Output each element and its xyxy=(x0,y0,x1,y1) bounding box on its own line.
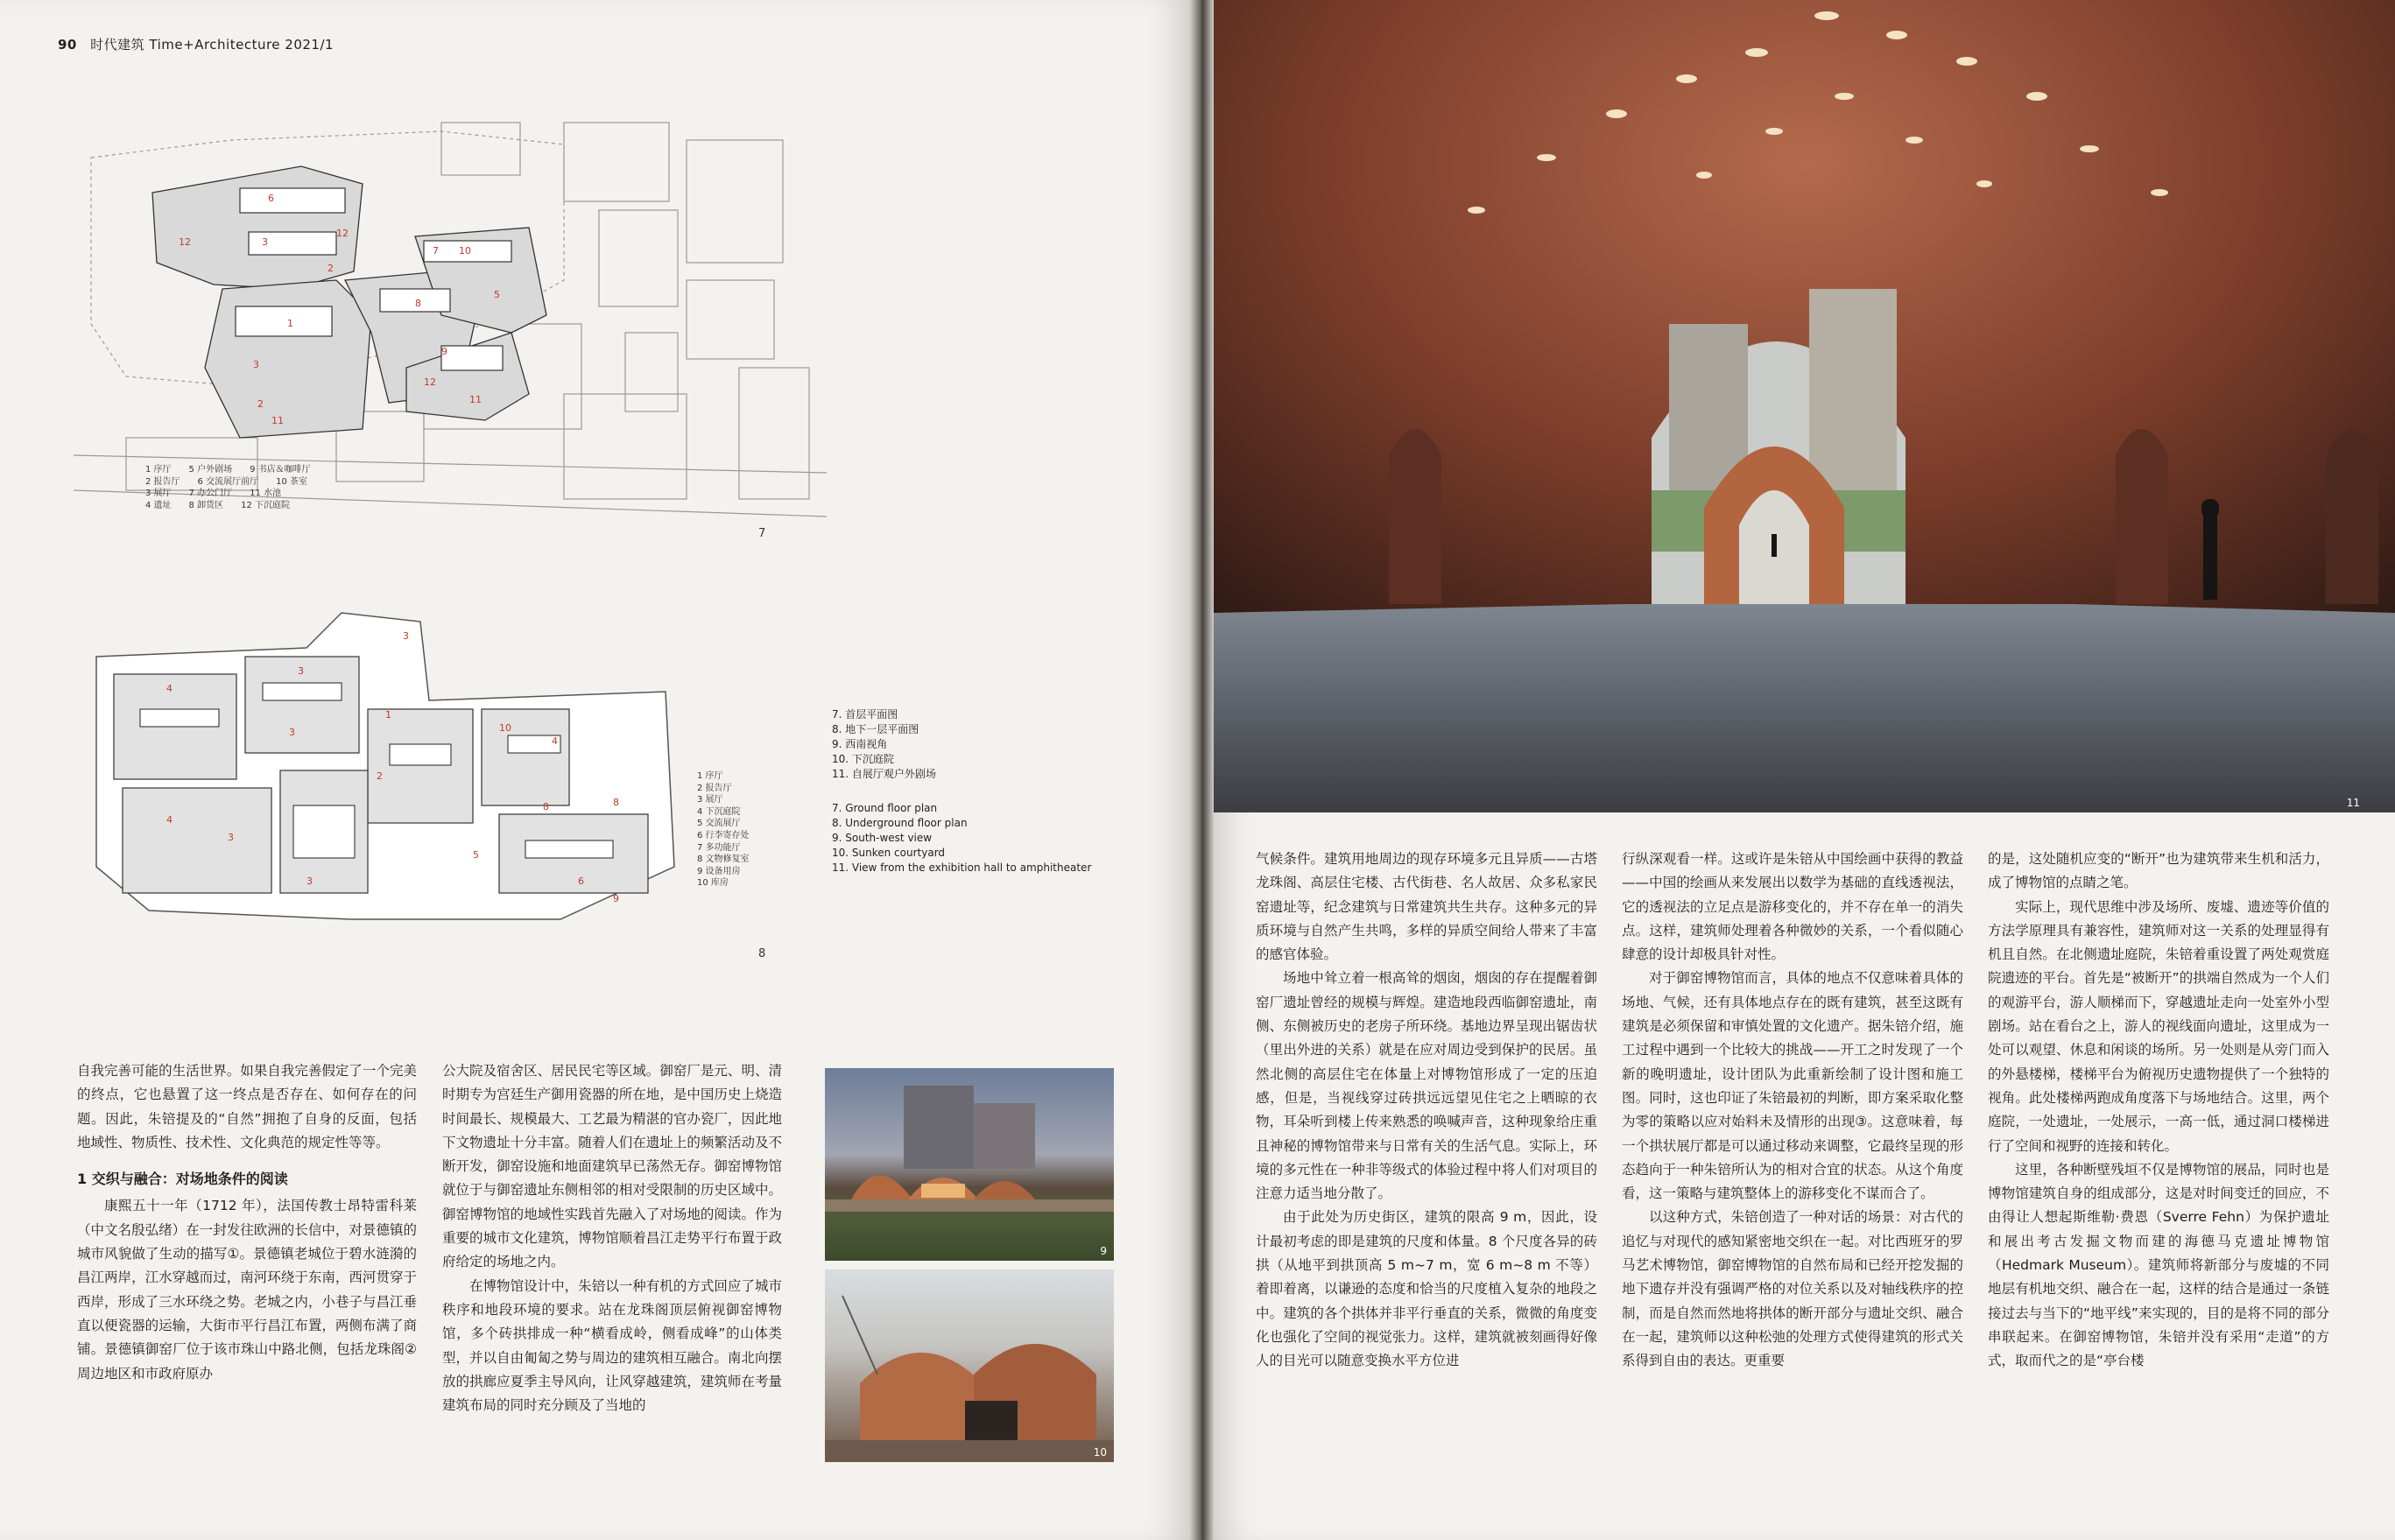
svg-text:8: 8 xyxy=(613,797,619,808)
legend-item: 8 文物修复室 xyxy=(697,854,750,865)
svg-text:9: 9 xyxy=(613,893,619,904)
svg-text:10: 10 xyxy=(499,722,511,734)
svg-text:1: 1 xyxy=(385,709,391,721)
legend-item: 10 茶室 xyxy=(276,476,307,487)
left-text-column-2 xyxy=(442,1059,782,1417)
photo-sunken-courtyard xyxy=(825,1269,1114,1462)
legend-row xyxy=(145,488,311,500)
legend-item: 10 库房 xyxy=(697,878,729,889)
legend-row xyxy=(145,476,311,489)
caption-line: 9. 西南视角 xyxy=(832,738,888,750)
svg-text:11: 11 xyxy=(271,415,284,426)
photo-number: 9 xyxy=(1100,1245,1107,1257)
svg-text:3: 3 xyxy=(262,236,268,248)
legend-item: 7 多功能厅 xyxy=(697,842,741,853)
journal-title: 时代建筑 Time+Architecture 2021/1 xyxy=(90,37,335,53)
south-west-view-illustration xyxy=(825,1068,1114,1261)
fig8-legend xyxy=(697,770,750,890)
svg-text:3: 3 xyxy=(253,359,259,370)
underground-floor-plan-figure xyxy=(88,604,683,928)
paragraph: 对于御窑博物馆而言，具体的地点不仅意味着具体的场地、气候，还有具体地点存在的既有建筑，甚至这既有建筑是必须保留和审慎处置的文化遗产。据朱锫介绍，施工过程中遇到一个比较大的挑战——开工之时发现了一个新的晚明遗址，设计团队为此重新绘制了设计图和施工图。同时，这也印证了朱锫最初的判断，即方案采取化整为零的策略以应对始料未及情形的出现③。这意味着，每一个拱状展厅都是可以通过移动来调整，它最终呈现的形态趋向于一种朱锫所认为的相对合宜的状态。从这个角度看，这一策略与建筑整体上的游移变化不谋而合了。 xyxy=(1622,970,1963,1202)
paragraph: 场地中耸立着一根高耸的烟囱，烟囱的存在提醒着御窑厂遗址曾经的规模与辉煌。建造地段西临御窑遗址，南侧、东侧被历史的老房子所环绕。基地边界呈现出锯齿状（里出外进的关系）就是在应对周边受到保护的民居。虽然北侧的高层住宅在体量上对博物馆形成了一定的压迫感，但是，当视线穿过砖拱远远望见住宅之上晒晾的衣物，耳朵听到楼上传来熟悉的唤喊声音，这种现象给庄重且神秘的博物馆带来与日常有关的生活气息。实际上，环境的多元性在一种非等级式的体验过程中将人们对项目的注意力适当地分散了。 xyxy=(1256,970,1597,1202)
svg-text:11: 11 xyxy=(469,394,482,405)
photo-number: 11 xyxy=(2346,797,2360,809)
paragraph: 气候条件。建筑用地周边的现存环境多元且异质——古塔龙珠阁、高层住宅楼、古代街巷、名人故居、众多私家民窑遗址等，纪念建筑与日常建筑共生共存。这种多元的异质环境与自然产生共鸣，多样的异质空间给人带来了丰富的感官体验。 xyxy=(1256,851,1597,963)
svg-text:9: 9 xyxy=(441,346,447,357)
svg-text:3: 3 xyxy=(298,665,304,677)
photo-exhibition-hall-view xyxy=(1214,0,2395,812)
svg-text:2: 2 xyxy=(257,398,264,410)
left-page xyxy=(0,0,1189,1540)
caption-line: 8. Underground floor plan xyxy=(832,817,968,829)
photo-number: 10 xyxy=(1093,1446,1107,1459)
paragraph: 这里，各种断壁残垣不仅是博物馆的展品，同时也是博物馆建筑自身的组成部分，这是对时间变迁的回应，不由得让人想起斯维勒·费恩（Sverre Fehn）为保护遗址和展出考古发掘文物而建的海德马克遗址博物馆（Hedmark Museum）。建筑师将新部分与废墟的不同地层有机地交织、融合在一起，这样的结合是通过一条链接过去与当下的“地平线”来实现的，目的是将不同的部分串联起来。在御窑博物馆，朱锫并没有采用“走道”的方式，取而代之的是“亭台楼 xyxy=(1988,1161,2329,1369)
left-text-column-1 xyxy=(77,1059,417,1386)
paragraph: 公大院及宿舍区、居民民宅等区域。御窑厂是元、明、清时期专为宫廷生产御用瓷器的所在地，是中国历史上烧造时间最长、规模最大、工艺最为精湛的官办瓷厂，因此地下文物遗址十分丰富。随着人们在遗址上的频繁活动及不断开发，御窑设施和地面建筑早已荡然无存。御窑博物馆就位于与御窑遗址东侧相邻的相对受限制的历史区域中。御窑博物馆的地域性实践首先融入了对场地的阅读。作为重要的城市文化建筑，博物馆顺着昌江走势平行布置于政府给定的场地之内。 xyxy=(442,1063,782,1270)
caption-line: 11. 自展厅观户外剧场 xyxy=(832,768,936,780)
legend-item: 3 展厅 xyxy=(145,489,172,498)
brick-vault-illustration xyxy=(1214,0,2395,812)
legend-item: 8 卸货区 xyxy=(188,500,224,510)
svg-text:6: 6 xyxy=(268,193,274,204)
legend-item: 9 设备用房 xyxy=(697,866,741,876)
page-number: 90 xyxy=(58,37,77,53)
svg-text:3: 3 xyxy=(289,727,295,738)
legend-item: 5 交流展厅 xyxy=(697,819,741,829)
svg-text:2: 2 xyxy=(377,770,383,782)
legend-item: 2 报告厅 xyxy=(697,783,732,793)
svg-text:10: 10 xyxy=(459,245,471,257)
right-text-column-1 xyxy=(1256,847,1597,1374)
fig7-legend xyxy=(145,464,311,511)
paragraph: 在博物馆设计中，朱锫以一种有机的方式回应了城市秩序和地段环境的要求。站在龙珠阁顶层俯视御窑博物馆，多个砖拱排成一种“横看成岭，侧看成峰”的山体类型，并以自由匍匐之势与周边的建筑相互融合。南北向摆放的拱廊应夏季主导风向，让风穿越建筑，建筑师在考量建筑布局的同时充分顾及了当地的 xyxy=(442,1277,782,1414)
legend-item: 5 户外剧场 xyxy=(188,465,233,475)
paragraph: 行纵深观看一样。这或许是朱锫从中国绘画中获得的教益——中国的绘画从来发展出以数学为基础的直线透视法，它的透视法的立足点是游移变化的，并不存在单一的消失点。这样，建筑师处理着各种微妙的关系，一个看似随心肆意的设计却极具针对性。 xyxy=(1622,851,1963,963)
legend-item: 12 下沉庭院 xyxy=(241,500,290,510)
legend-item: 6 交流展厅前厅 xyxy=(197,476,259,487)
caption-line: 10. Sunken courtyard xyxy=(832,847,946,859)
caption-line: 9. South-west view xyxy=(832,832,933,844)
svg-text:3: 3 xyxy=(306,875,313,887)
legend-item: 9 书店＆咖啡厅 xyxy=(250,465,311,475)
svg-text:4: 4 xyxy=(166,683,173,694)
svg-text:8: 8 xyxy=(415,298,421,309)
spread-gutter xyxy=(1189,0,1214,1540)
paragraph: 康熙五十一年（1712 年），法国传教士昂特雷科莱（中文名殷弘绪）在一封发往欧洲的长信中，对景德镇的城市风貌做了生动的描写①。景德镇老城位于碧水涟漪的昌江两岸，江水穿越而过，南河环绕于东南，西河贯穿于西岸，形成了三水环绕之势。老城之内，小巷子与昌江垂直以便瓷器的运输，大街市平行昌江布置，两侧布满了商铺。景德镇御窑厂位于该市珠山中路北侧，包括龙珠阁②周边地区和市政府原办 xyxy=(77,1198,417,1382)
right-page xyxy=(1214,0,2395,1540)
legend-item: 4 下沉庭院 xyxy=(697,806,741,817)
paragraph: 自我完善可能的生活世界。如果自我完善假定了一个完美的终点，它也悬置了这一终点是否存在、如何存在的问题。因此，朱锫提及的“自然”拥抱了自身的反面，包括地域性、物质性、技术性、文化典范的规定性等等。 xyxy=(77,1063,417,1150)
fig7-number: 7 xyxy=(758,527,766,540)
svg-text:12: 12 xyxy=(179,236,191,248)
caption-en xyxy=(832,801,1095,875)
legend-item: 1 序厅 xyxy=(145,465,172,475)
legend-row xyxy=(145,500,311,512)
section-heading: 1 交织与融合：对场地条件的阅读 xyxy=(77,1171,288,1188)
paragraph: 由于此处为历史街区，建筑的限高 9 m，因此，设计最初考虑的即是建筑的尺度和体量。8 个尺度各异的砖拱（从地平到拱顶高 5 m~7 m，宽 6 m~8 m 不等）着即着离，以谦逊的态度和恰当的尺度植入复杂的地段之中。建筑的各个拱体并非平行垂直的关系，微微的角度变化也强化了空间的视觉张力。这样，建筑就被刻画得好像人的目光可以随意变换水平方位进 xyxy=(1256,1209,1597,1369)
svg-text:4: 4 xyxy=(166,814,173,826)
legend-item: 7 办公门厅 xyxy=(188,489,233,498)
svg-text:3: 3 xyxy=(228,832,234,843)
svg-text:1: 1 xyxy=(287,318,293,329)
right-text-column-3 xyxy=(1988,847,2329,1374)
svg-text:5: 5 xyxy=(494,289,500,300)
photo-south-west-view xyxy=(825,1068,1114,1261)
legend-item: 2 报告厅 xyxy=(145,476,180,487)
svg-text:3: 3 xyxy=(403,630,409,642)
sunken-courtyard-illustration xyxy=(825,1269,1114,1462)
caption-line: 11. View from the exhibition hall to amphitheater xyxy=(832,861,1092,874)
svg-text:12: 12 xyxy=(336,228,349,239)
caption-zh xyxy=(832,707,1095,782)
caption-line: 8. 地下一层平面图 xyxy=(832,723,919,735)
caption-line: 7. Ground floor plan xyxy=(832,802,938,814)
svg-text:7: 7 xyxy=(433,245,439,257)
legend-item: 4 遗址 xyxy=(145,500,172,510)
svg-text:5: 5 xyxy=(473,849,479,861)
figure-captions xyxy=(832,707,1095,875)
svg-text:8: 8 xyxy=(543,801,549,812)
fig8-number: 8 xyxy=(758,947,766,960)
legend-item: 3 展厅 xyxy=(697,795,723,805)
legend-item: 1 序厅 xyxy=(697,771,723,781)
paragraph: 实际上，现代思维中涉及场所、废墟、遗迹等价值的方法学原理具有兼容性，建筑师对这一关系的处理显得有机且自然。在北侧遗址庭院，朱锫着重设置了两处观赏庭院遗迹的平台。首先是“被断开”的拱端自然成为一个人们的观游平台，游人顺梯而下，穿越遗址走向一处室外小型剧场。站在看台之上，游人的视线面向遗址，这里成为一处可以观望、休息和闲谈的场所。另一处则是从旁门而入的外悬楼梯，楼梯平台为俯视历史遗物提供了一个独特的视角。此处楼梯两跑成角度落下与场地结合。这里，两个庭院，一处遗址，一处展示，一高一低，通过洞口楼梯进行了空间和视野的连接和转化。 xyxy=(1988,898,2329,1154)
legend-row xyxy=(145,464,311,476)
svg-text:2: 2 xyxy=(328,263,334,274)
caption-line: 7. 首层平面图 xyxy=(832,708,898,721)
svg-text:12: 12 xyxy=(424,376,436,388)
paragraph: 以这种方式，朱锫创造了一种对话的场景：对古代的追忆与对现代的感知紧密地交织在一起。对比西班牙的罗马艺术博物馆，御窑博物馆的自然布局和已经开挖发掘的地下遗存并没有强调严格的对位关系以及对轴线秩序的控制，而是自然而然地将拱体的断开部分与遗址交织、融合在一起，建筑师以这种松弛的处理方式使得建筑的形式关系得到自由的表达。更重要 xyxy=(1622,1209,1963,1369)
folio xyxy=(58,35,334,53)
caption-line: 10. 下沉庭院 xyxy=(832,753,894,765)
right-text-column-2 xyxy=(1622,847,1963,1374)
svg-text:4: 4 xyxy=(552,735,558,747)
legend-item: 11 水池 xyxy=(250,489,281,498)
svg-text:6: 6 xyxy=(578,875,584,887)
legend-item: 6 行李寄存处 xyxy=(697,830,750,840)
paragraph: 的是，这处随机应变的“断开”也为建筑带来生机和活力，成了博物馆的点睛之笔。 xyxy=(1988,851,2329,891)
